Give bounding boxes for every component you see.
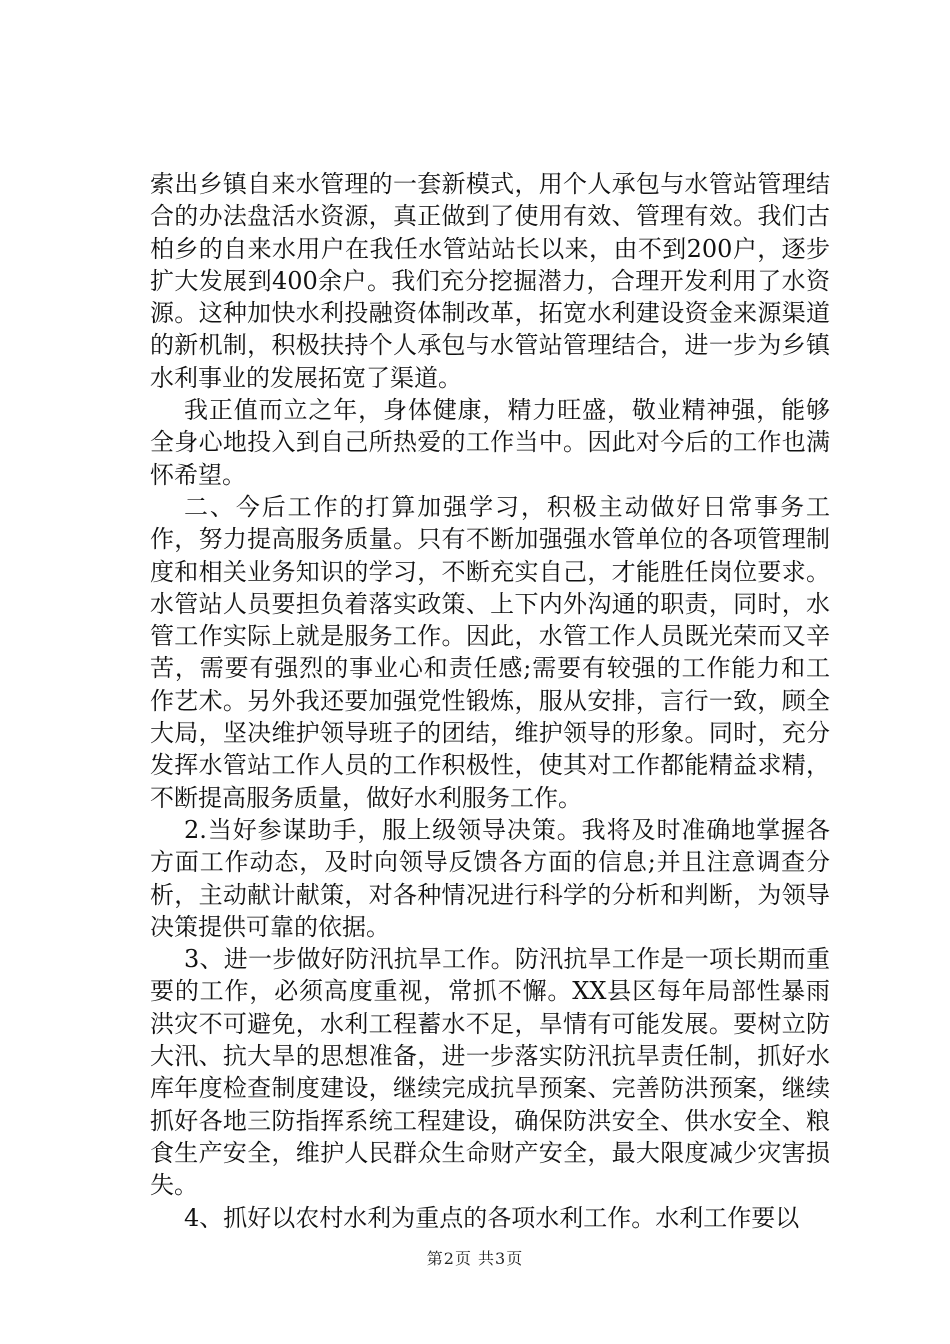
paragraph-6: 4、抓好以农村水利为重点的各项水利工作。水利工作要以: [184, 1203, 800, 1232]
paragraph-1: 索出乡镇自来水管理的一套新模式，用个人承包与水管站管理结合的办法盘活水资源，真正做到了使用有效、管理有效。我们古柏乡的自来水用户在我任水管站站长以来，由不到200户，逐步扩大发展到400余户。我们充分挖掘潜力，合理开发利用了水资源。这种加快水利投融资体制改革，拓宽水利建设资金来源渠道的新机制，积极扶持个人承包与水管站管理结合，进一步为乡镇水利事业的发展拓宽了渠道。: [150, 170, 830, 392]
paragraph-3: 二、今后工作的打算加强学习，积极主动做好日常事务工作，努力提高服务质量。只有不断加强强水管单位的各项管理制度和相关业务知识的学习，不断充实自己，才能胜任岗位要求。水管站人员要担负着落实政策、上下内外沟通的职责，同时，水管工作实际上就是服务工作。因此，水管工作人员既光荣而又辛苦，需要有强烈的事业心和责任感;需要有较强的工作能力和工作艺术。另外我还要加强党性锻炼，服从安排，言行一致，顾全大局，坚决维护领导班子的团结，维护领导的形象。同时，充分发挥水管站工作人员的工作积极性，使其对工作都能精益求精，不断提高服务质量，做好水利服务工作。: [150, 492, 830, 812]
page-footer: 第2页 共3页: [426, 1249, 524, 1268]
paragraph-4: 2.当好参谋助手，服上级领导决策。我将及时准确地掌握各方面工作动态，及时向领导反馈各方面的信息;并且注意调查分析，主动献计献策，对各种情况进行科学的分析和判断，为领导决策提供可靠的依据。: [150, 815, 830, 941]
paragraph-2: 我正值而立之年，身体健康，精力旺盛，敬业精神强，能够全身心地投入到自己所热爱的工作当中。因此对今后的工作也满怀希望。: [150, 396, 830, 489]
document-body: [150, 168, 830, 1234]
paragraph-5: 3、进一步做好防汛抗旱工作。防汛抗旱工作是一项长期而重要的工作，必须高度重视，常抓不懈。XX县区每年局部性暴雨洪灾不可避免，水利工程蓄水不足，旱情有可能发展。要树立防大汛、抗大旱的思想准备，进一步落实防汛抗旱责任制，抓好水库年度检查制度建设，继续完成抗旱预案、完善防洪预案，继续抓好各地三防指挥系统工程建设，确保防洪安全、供水安全、粮食生产安全，维护人民群众生命财产安全，最大限度减少灾害损失。: [150, 945, 830, 1200]
